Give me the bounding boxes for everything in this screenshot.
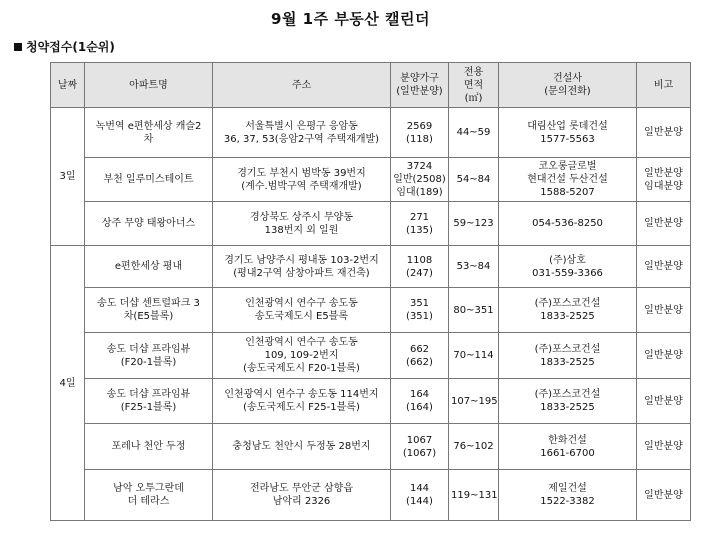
units-cell-line: (118) [406, 133, 433, 145]
area-cell: 59~123 [449, 202, 499, 246]
units-cell [391, 246, 449, 288]
address-cell-line: 138번지 외 일원 [264, 224, 339, 236]
area-cell: 54~84 [449, 158, 499, 202]
units-cell-line: 271 [409, 211, 430, 223]
address-cell-line: (송도국제도시 F20-1블록) [243, 363, 360, 374]
units-cell [391, 288, 449, 333]
apartment-name-cell [85, 246, 213, 288]
units-cell-line: 662 [409, 343, 430, 355]
apartment-name-cell [85, 288, 213, 333]
units-cell [391, 108, 449, 158]
units-cell [391, 470, 449, 521]
apartment-name-cell [85, 379, 213, 424]
builder-cell [499, 424, 637, 470]
builder-cell-line: 031-559-3366 [532, 267, 603, 279]
builder-cell-line: 054-536-8250 [532, 218, 603, 229]
apartment-name-cell [85, 202, 213, 246]
builder-cell [499, 246, 637, 288]
apartment-name-cell [85, 333, 213, 379]
date-cell: 3일 [51, 108, 85, 246]
header-builder-line: (문의전화) [544, 86, 591, 97]
builder-cell-line: 코오롱글로벌 [538, 161, 597, 172]
address-cell-line: 송도국제도시 E5블록 [254, 311, 349, 322]
apartment-name-cell-line: (F20-1블록) [120, 356, 177, 368]
apartment-name-cell-line: 상주 무양 태왕아너스 [101, 218, 196, 229]
builder-cell-line: 1661-6700 [540, 447, 595, 459]
address-cell-line: 전라남도 무안군 삼향읍 [250, 483, 353, 494]
units-cell-line: (351) [406, 311, 433, 322]
builder-cell [499, 202, 637, 246]
header-units [391, 63, 449, 108]
address-cell-line: 충청남도 천안시 두정동 28번지 [232, 441, 371, 452]
apartment-name-cell-line: 차(E5블록) [123, 311, 174, 322]
note-cell [637, 379, 691, 424]
apartment-name-cell-line: 포레나 천안 두정 [111, 441, 186, 452]
table-row [51, 424, 691, 470]
units-cell-line: (135) [406, 224, 433, 236]
address-cell [213, 470, 391, 521]
section-heading [14, 38, 115, 55]
apartment-name-cell-line: 송도 더샵 프라임뷰 [106, 343, 191, 355]
apartment-name-cell-line: 부천 일루미스테이트 [103, 174, 194, 185]
address-cell-line: 36, 37, 53(응암2구역 주택재개발) [223, 133, 380, 145]
address-cell-line: 남악리 2326 [272, 496, 331, 507]
address-cell-line: (계수.범박구역 주택재개발) [241, 180, 362, 192]
address-cell-line: (송도국제도시 F25-1블록) [243, 402, 360, 413]
note-cell-line: 일반분양 [644, 127, 683, 138]
builder-cell-line: (주)포스코건설 [534, 298, 601, 309]
address-cell [213, 379, 391, 424]
units-cell [391, 202, 449, 246]
note-cell-line: 일반분양 [644, 218, 683, 229]
header-date: 날짜 [51, 63, 85, 108]
units-cell-line: (144) [406, 496, 433, 507]
builder-cell-line: 한화건설 [548, 434, 587, 446]
apartment-name-cell [85, 158, 213, 202]
address-cell [213, 108, 391, 158]
address-cell-line: 경상북도 상주시 무양동 [250, 211, 353, 223]
builder-cell-line: 1833-2525 [540, 311, 595, 322]
apartment-name-cell-line: 송도 더샵 센트럴파크 3 [97, 298, 200, 309]
units-cell-line: (247) [406, 267, 433, 279]
builder-cell [499, 470, 637, 521]
builder-cell-line: 현대건설 두산건설 [527, 174, 608, 185]
note-cell [637, 424, 691, 470]
note-cell [637, 202, 691, 246]
note-cell-line: 일반분양 [644, 304, 683, 316]
table-row [51, 246, 691, 288]
header-area-line: 면적 [463, 79, 484, 91]
address-cell-line: 경기도 부천시 범박동 39번지 [237, 167, 366, 179]
apartment-name-cell-line: e편한세상 평내 [114, 261, 183, 272]
address-cell [213, 158, 391, 202]
units-cell-line: 1108 [406, 254, 433, 266]
address-cell-line: 인천광역시 연수구 송도동 [245, 337, 358, 348]
apartment-name-cell [85, 470, 213, 521]
apartment-name-cell-line: 남악 오투그란데 [113, 483, 184, 494]
builder-cell-line: (주)삼호 [549, 254, 586, 266]
apartment-name-cell-line: (F25-1블록) [120, 402, 177, 413]
address-cell [213, 333, 391, 379]
builder-cell-line: 대림산업 롯데건설 [527, 120, 608, 132]
area-cell: 44~59 [449, 108, 499, 158]
builder-cell-line: (주)포스코건설 [534, 343, 601, 355]
calendar-table [50, 62, 691, 521]
apartment-name-cell-line: 차 [143, 133, 154, 145]
units-cell-line: (662) [406, 356, 433, 368]
address-cell-line: 인천광역시 연수구 송도동 [245, 298, 358, 309]
units-cell [391, 424, 449, 470]
builder-cell-line: 1833-2525 [540, 356, 595, 368]
address-cell-line: 서울특별시 은평구 응암동 [245, 120, 358, 132]
note-cell [637, 158, 691, 202]
table-row [51, 379, 691, 424]
header-area-line: (㎡) [464, 92, 483, 104]
note-cell [637, 333, 691, 379]
page-title: 9월 1주 부동산 캘린더 [271, 10, 430, 28]
apartment-name-cell [85, 424, 213, 470]
units-cell-line: 2569 [406, 120, 433, 132]
header-area-line: 전용 [463, 66, 484, 78]
header-address: 주소 [213, 63, 391, 108]
note-cell [637, 470, 691, 521]
units-cell [391, 158, 449, 202]
note-cell-line: 임대분양 [644, 180, 683, 192]
builder-cell-line: 1833-2525 [540, 402, 595, 413]
builder-cell-line: 1522-3382 [540, 496, 595, 507]
units-cell [391, 333, 449, 379]
units-cell-line: 임대(189) [396, 187, 443, 198]
address-cell [213, 424, 391, 470]
units-cell-line: 144 [409, 483, 430, 494]
note-cell [637, 246, 691, 288]
header-apartment: 아파트명 [85, 63, 213, 108]
note-cell-line: 일반분양 [644, 261, 683, 272]
note-cell-line: 일반분양 [644, 350, 683, 361]
area-cell: 53~84 [449, 246, 499, 288]
builder-cell [499, 333, 637, 379]
builder-cell-line: (주)포스코건설 [534, 389, 601, 400]
address-cell-line: (평내2구역 삼창아파트 재건축) [233, 267, 370, 279]
header-builder-line: 건설사 [553, 73, 582, 84]
area-cell: 76~102 [449, 424, 499, 470]
builder-cell-line: 제일건설 [548, 483, 587, 494]
builder-cell [499, 158, 637, 202]
builder-cell [499, 379, 637, 424]
note-cell-line: 일반분양 [644, 167, 683, 179]
area-cell: 107~195 [449, 379, 499, 424]
apartment-name-cell-line: 녹번역 e편한세상 캐슬2 [95, 120, 202, 132]
address-cell-line: 109, 109-2번지 [264, 350, 339, 361]
units-cell-line: (1067) [402, 447, 437, 459]
builder-cell-line: 1577-5563 [540, 133, 595, 145]
area-cell: 70~114 [449, 333, 499, 379]
units-cell-line: 351 [409, 298, 430, 309]
table-row [51, 333, 691, 379]
table-body [51, 108, 691, 521]
table-row [51, 108, 691, 158]
apartment-name-cell-line: 더 테라스 [127, 496, 170, 507]
units-cell-line: 일반(2508) [393, 174, 446, 185]
header-note: 비고 [637, 63, 691, 108]
header-units-line: (일반분양) [396, 86, 443, 97]
address-cell-line: 인천광역시 연수구 송도동 114번지 [224, 389, 379, 400]
units-cell-line: (164) [406, 402, 433, 413]
area-cell: 119~131 [449, 470, 499, 521]
note-cell-line: 일반분양 [644, 395, 683, 407]
area-cell: 80~351 [449, 288, 499, 333]
header-builder [499, 63, 637, 108]
note-cell [637, 288, 691, 333]
units-cell-line: 164 [409, 389, 430, 400]
units-cell-line: 1067 [406, 434, 433, 446]
address-cell [213, 288, 391, 333]
address-cell [213, 202, 391, 246]
date-cell: 4일 [51, 246, 85, 521]
apartment-name-cell-line: 송도 더샵 프라임뷰 [106, 389, 191, 400]
units-cell-line: 3724 [406, 161, 433, 172]
builder-cell [499, 108, 637, 158]
table-row [51, 470, 691, 521]
units-cell [391, 379, 449, 424]
builder-cell-line: 1588-5207 [540, 187, 595, 198]
table-row [51, 202, 691, 246]
square-bullet-icon [14, 43, 22, 51]
note-cell-line: 일반분양 [644, 489, 683, 501]
builder-cell [499, 288, 637, 333]
apartment-name-cell [85, 108, 213, 158]
address-cell-line: 경기도 남양주시 평내동 103-2번지 [224, 254, 379, 266]
section-label: 청약접수(1순위) [26, 40, 115, 54]
note-cell [637, 108, 691, 158]
table-row [51, 158, 691, 202]
table-row [51, 288, 691, 333]
header-area [449, 63, 499, 108]
header-units-line: 분양가구 [400, 73, 439, 84]
header-row [51, 63, 691, 108]
address-cell [213, 246, 391, 288]
note-cell-line: 일반분양 [644, 441, 683, 452]
